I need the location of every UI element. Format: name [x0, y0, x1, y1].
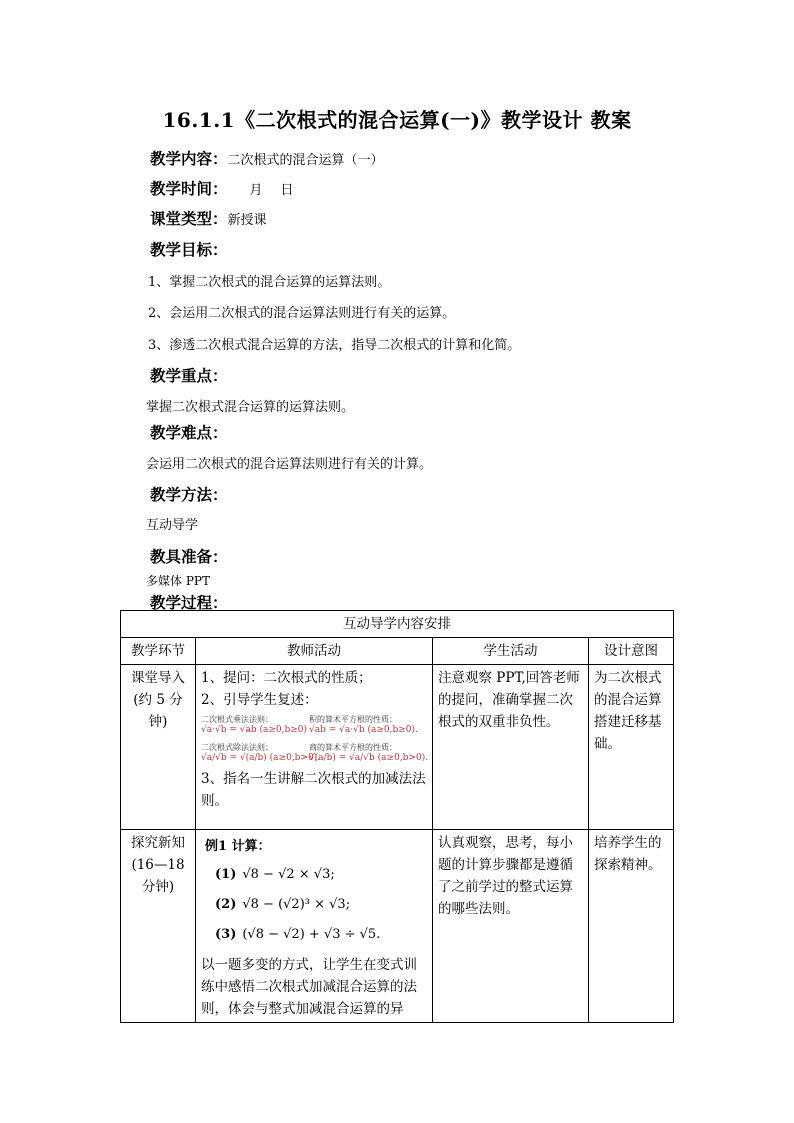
stage-time: (16—18 分钟): [131, 857, 185, 895]
formula-title: 二次根式乘法法则：: [201, 715, 273, 724]
method-value: 互动导学: [146, 518, 199, 533]
formula-title: 商的算术平方根的性质：: [309, 743, 397, 752]
example-expression: √8 − (√2)³ × √3;: [242, 897, 351, 912]
stage-time: (约 5 分钟): [133, 692, 183, 730]
content-label: 教学内容：: [150, 149, 228, 168]
key-value: 掌握二次根式混合运算的运算法则。: [146, 400, 355, 415]
key-label: 教学重点：: [150, 366, 228, 385]
header-intent: 设计意图: [589, 638, 674, 665]
example-item: [215, 894, 427, 916]
formula-title: 二次根式除法法则：: [201, 743, 273, 752]
time-month: 月: [249, 183, 263, 198]
header-teacher: 教师活动: [196, 638, 433, 665]
type-line: [150, 207, 267, 229]
stage-cell: [121, 830, 196, 1023]
formula-block: [309, 742, 429, 764]
goal-label-line: [150, 238, 228, 260]
method-label-line: [150, 483, 228, 505]
table-header-row: [121, 638, 674, 665]
example-expression: (√8 − √2) + √3 ÷ √5.: [242, 927, 381, 942]
teacher-item: 1、提问：二次根式的性质；: [201, 670, 372, 686]
process-table: [120, 610, 674, 1023]
difficulty-label-line: [150, 421, 228, 443]
type-label: 课堂类型：: [150, 209, 228, 228]
formula-title: 积的算术平方根的性质：: [309, 715, 397, 724]
teacher-item: 3、指名一生讲解二次根式的加减法法则。: [201, 771, 426, 809]
formula: √(a/b) = √a/√b (a≥0,b>0).: [309, 753, 429, 763]
table-caption: 互动导学内容安排: [121, 611, 674, 638]
type-value: 新授课: [227, 213, 267, 228]
example-number: (1): [215, 867, 237, 882]
stage-cell: [121, 665, 196, 830]
example-item: [215, 924, 427, 946]
formula-block: [201, 742, 321, 764]
formula: √a/√b = √(a/b) (a≥0,b>0).: [201, 753, 321, 763]
difficulty-label: 教学难点：: [150, 423, 228, 442]
method-label: 教学方法：: [150, 485, 228, 504]
teacher-cell: [196, 665, 433, 830]
goal-item-1: 1、掌握二次根式的混合运算的运算法则。: [148, 275, 391, 290]
example-expression: √8 − √2 × √3;: [242, 867, 335, 882]
document-title: 16.1.1《二次根式的混合运算(一)》教学设计 教案: [162, 108, 632, 132]
formula: √ab = √a·√b (a≥0,b≥0).: [309, 725, 418, 735]
tools-label: 教具准备：: [150, 547, 228, 566]
content-value: 二次根式的混合运算（一）: [227, 153, 384, 168]
goal-item-2: 2、会运用二次根式的混合运算法则进行有关的运算。: [148, 306, 456, 321]
formula-block: [201, 714, 309, 736]
example-heading: 例1 计算：: [205, 839, 271, 854]
goal-item-3: 3、渗透二次根式混合运算的方法，指导二次根式的计算和化简。: [148, 338, 521, 353]
formula-block: [309, 714, 429, 736]
teacher-note: 以一题多变的方式，让学生在变式训练中感悟二次根式加减混合运算的法则，体会与整式加减混合运算的异: [201, 957, 417, 1017]
time-day: 日: [280, 183, 294, 198]
table-row: [121, 830, 674, 1023]
header-student: 学生活动: [433, 638, 589, 665]
intent-cell: 为二次根式的混合运算搭建迁移基础。: [589, 665, 674, 830]
time-line: [150, 177, 294, 199]
formula: √a·√b = √ab (a≥0,b≥0): [201, 725, 307, 735]
tools-value: 多媒体 PPT: [146, 574, 210, 588]
time-label: 教学时间：: [150, 179, 228, 198]
table-row: [121, 665, 674, 830]
student-cell: 认真观察，思考，每小题的计算步骤都是遵循了之前学过的整式运算的哪些法则。: [433, 830, 589, 1023]
process-label: 教学过程：: [150, 593, 228, 612]
tools-label-line: [150, 545, 228, 567]
stage-name: 探究新知: [131, 835, 185, 851]
example-item: [215, 864, 427, 886]
content-line: [150, 147, 384, 169]
example-number: (3): [215, 927, 237, 942]
intent-cell: 培养学生的探索精神。: [589, 830, 674, 1023]
formula-grid: [201, 714, 427, 764]
goal-label: 教学目标：: [150, 240, 228, 259]
stage-name: 课堂导入: [131, 670, 185, 686]
header-stage: 教学环节: [121, 638, 196, 665]
example-number: (2): [215, 897, 237, 912]
table-caption-row: [121, 611, 674, 638]
teacher-cell: [196, 830, 433, 1023]
difficulty-value: 会运用二次根式的混合运算法则进行有关的计算。: [146, 457, 433, 472]
key-label-line: [150, 364, 228, 386]
student-cell: 注意观察 PPT,回答老师的提问，准确掌握二次根式的双重非负性。: [433, 665, 589, 830]
teacher-item: 2、引导学生复述：: [201, 692, 318, 708]
